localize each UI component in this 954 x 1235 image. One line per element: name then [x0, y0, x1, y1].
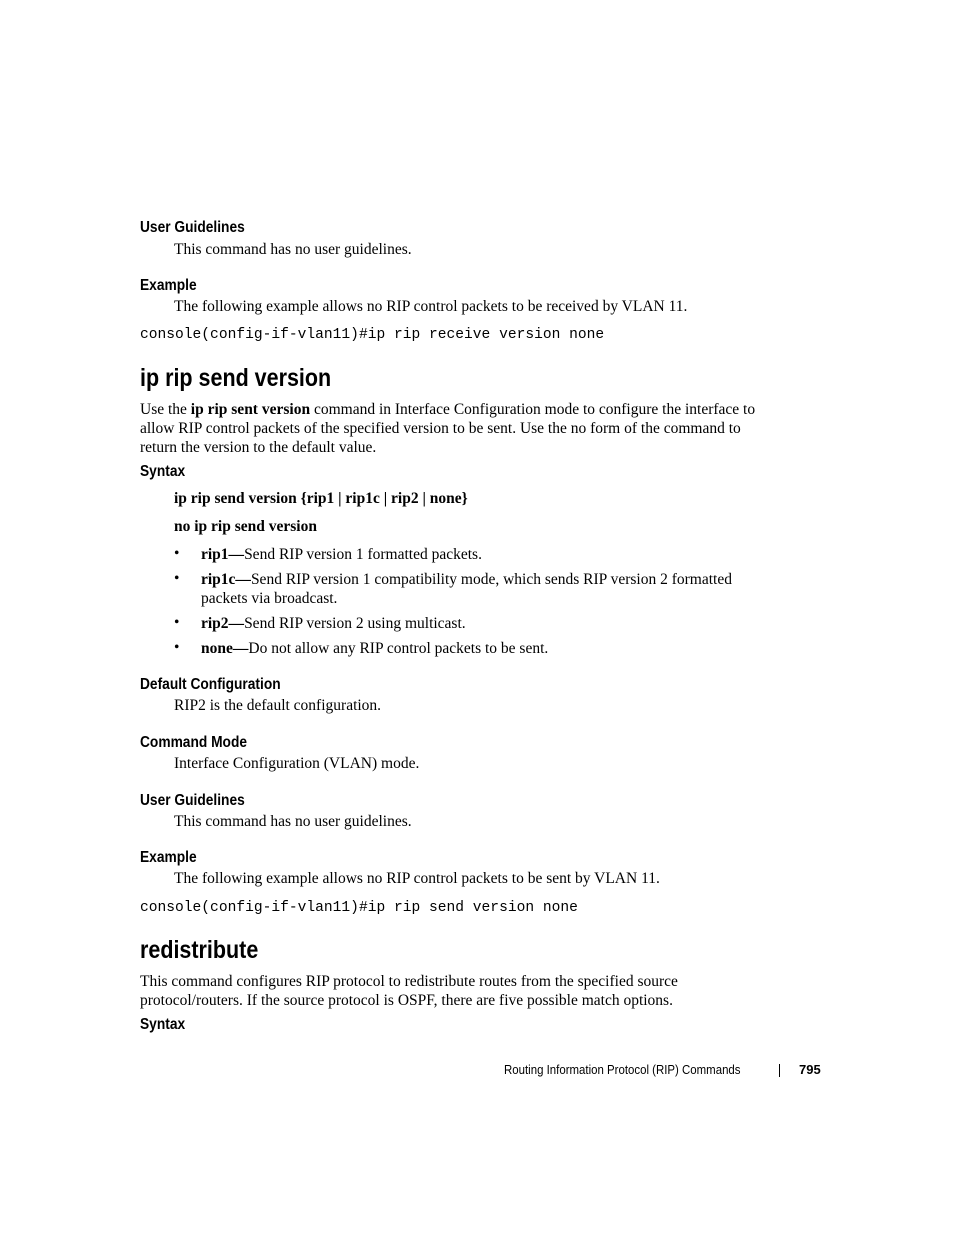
- redistribute-intro-line-2: protocol/routers. If the source protocol is OSPF, there are five possible match options.: [140, 992, 673, 1009]
- list-item: [201, 639, 548, 658]
- footer-separator: [779, 1064, 780, 1077]
- example-heading: Example: [140, 277, 197, 294]
- bullet-icon: •: [174, 545, 180, 562]
- redistribute-intro-line-1: This command configures RIP protocol to redistribute routes from the specified source: [140, 973, 678, 990]
- list-item-continuation: packets via broadcast.: [201, 590, 338, 607]
- list-item: [201, 614, 466, 633]
- list-item-text: Do not allow any RIP control packets to be sent.: [248, 640, 549, 657]
- intro-paragraph-line-3: return the version to the default value.: [140, 439, 377, 456]
- command-mode-heading: Command Mode: [140, 734, 248, 751]
- intro-command: ip rip sent version: [190, 401, 311, 418]
- bullet-icon: •: [174, 614, 180, 631]
- syntax-heading: Syntax: [140, 463, 186, 480]
- default-configuration-heading: Default Configuration: [140, 676, 281, 693]
- intro-suffix: command in Interface Configuration mode to configure the interface to: [310, 401, 756, 418]
- command-mode-text: Interface Configuration (VLAN) mode.: [174, 755, 420, 772]
- list-item-text: Send RIP version 2 using multicast.: [244, 615, 466, 632]
- footer-chapter-title: Routing Information Protocol (RIP) Commands: [504, 1062, 741, 1077]
- intro-paragraph-line-2: allow RIP control packets of the specified version to be sent. Use the no form of the command to: [140, 420, 741, 437]
- list-item: [201, 545, 482, 564]
- list-item-term: none—: [201, 640, 249, 657]
- example-code: console(config-if-vlan11)#ip rip send version none: [140, 900, 578, 916]
- example-heading: Example: [140, 849, 197, 866]
- section-title-redistribute: redistribute: [140, 936, 259, 964]
- example-code: console(config-if-vlan11)#ip rip receive version none: [140, 327, 605, 343]
- list-item-text: Send RIP version 1 compatibility mode, which sends RIP version 2 formatted: [250, 571, 732, 588]
- redistribute-syntax-heading: Syntax: [140, 1016, 186, 1033]
- list-item-text: Send RIP version 1 formatted packets.: [244, 546, 482, 563]
- intro-prefix: Use the: [140, 401, 191, 418]
- example-text: The following example allows no RIP control packets to be received by VLAN 11.: [174, 298, 688, 315]
- bullet-icon: •: [174, 570, 180, 587]
- intro-paragraph-line-1: [140, 400, 755, 419]
- list-item-term: rip1—: [201, 546, 245, 563]
- page-number: 795: [799, 1062, 821, 1077]
- default-configuration-text: RIP2 is the default configuration.: [174, 697, 382, 714]
- bullet-icon: •: [174, 639, 180, 656]
- section-title-ip-rip-send-version: ip rip send version: [140, 364, 332, 392]
- user-guidelines-heading: User Guidelines: [140, 219, 245, 236]
- list-item-term: rip2—: [201, 615, 245, 632]
- list-item: [201, 570, 732, 589]
- syntax-line-1: ip rip send version {rip1 | rip1c | rip2 | none}: [174, 490, 468, 507]
- user-guidelines-text: This command has no user guidelines.: [174, 241, 412, 258]
- syntax-line-2: no ip rip send version: [174, 518, 317, 535]
- user-guidelines-text: This command has no user guidelines.: [174, 813, 412, 830]
- list-item-term: rip1c—: [201, 571, 251, 588]
- example-text: The following example allows no RIP control packets to be sent by VLAN 11.: [174, 870, 660, 887]
- user-guidelines-heading: User Guidelines: [140, 792, 245, 809]
